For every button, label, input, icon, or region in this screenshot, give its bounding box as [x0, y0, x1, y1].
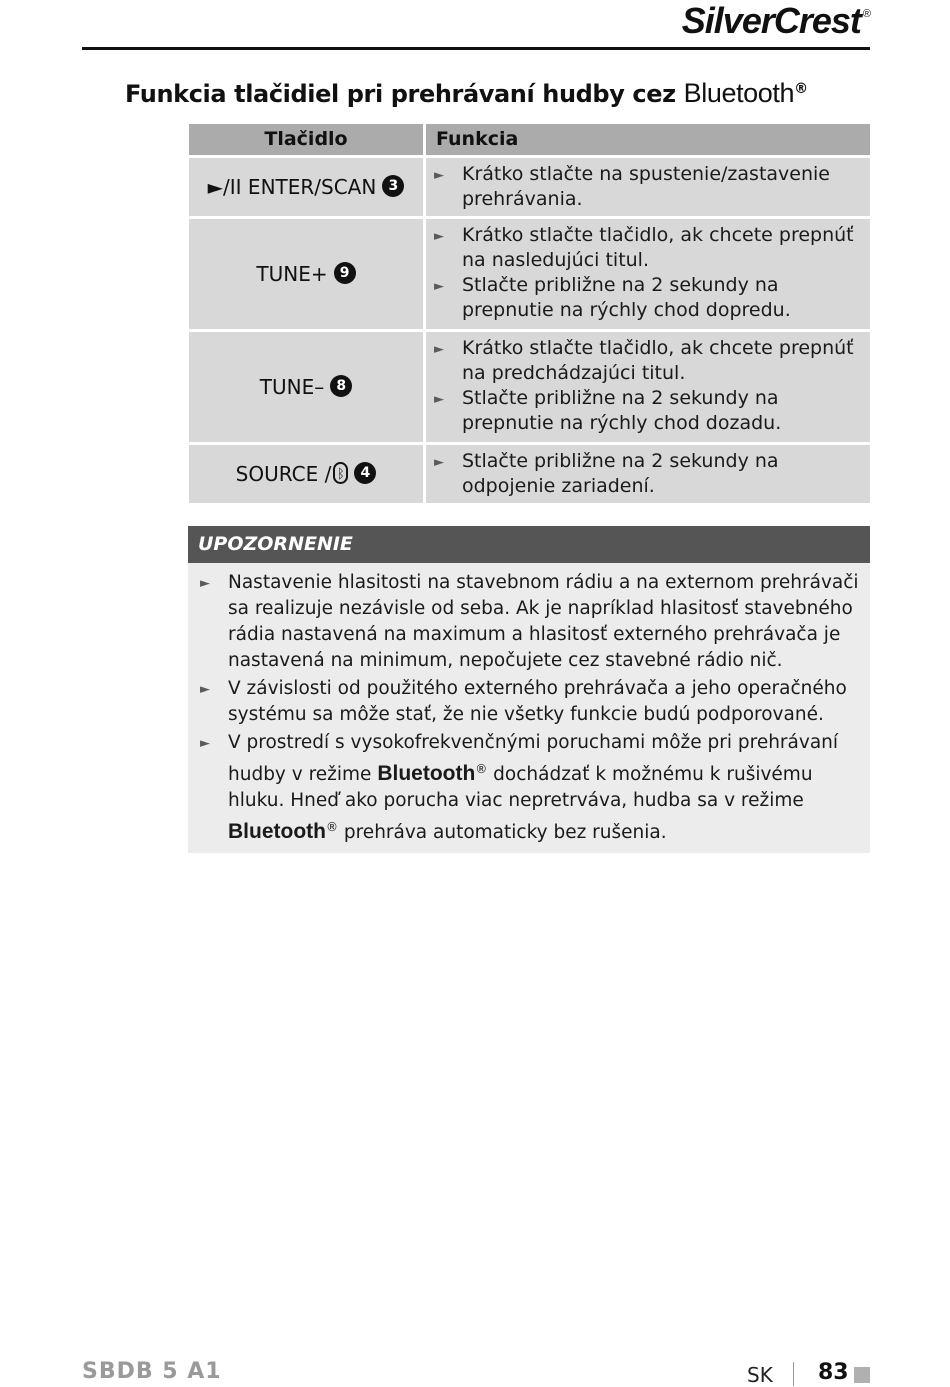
button-label: TUNE+: [256, 261, 328, 286]
header-rule: [82, 47, 870, 50]
note-text-part: V prostredí s vysokofrekvenčnými poruchami môže pri prehrávaní hudby v režime: [228, 732, 839, 786]
button-label: SOURCE /: [235, 461, 332, 486]
note-text-part: dochádzať k možnému k rušivému hluku. Hneď ako porucha viac nepretrváva, hudba sa v režime: [228, 764, 813, 812]
brand-registered-mark: ®: [862, 8, 870, 20]
section-title-reg: ®: [794, 81, 808, 97]
item-number-badge: 9: [334, 262, 356, 284]
bullet-arrow-icon: ►: [200, 576, 210, 591]
note-text: V závislosti od použitého externého prehrávača a jeho operačného systému sa môže stať, že nie všetky funkcie budú podporované.: [228, 678, 847, 725]
bullet-arrow-icon: ►: [434, 342, 444, 357]
item-number-badge: 8: [330, 375, 352, 397]
section-title-bluetooth: Bluetooth: [683, 78, 795, 108]
brand-name: SilverCrest: [681, 0, 861, 41]
button-cell: [189, 219, 426, 332]
note-text: Nastavenie hlasitosti na stavebnom rádiu a na externom prehrávači sa realizuje nezávisle od seba. Ak je napríklad hlasitosť stavebného rádia nastavená na maximum a hlasitosť externého prehrávača je nastavená na minimum, nepočujete cez stavebné rádio nič.: [228, 572, 859, 671]
item-number-badge: 4: [354, 462, 376, 484]
bullet-arrow-icon: ►: [200, 736, 210, 751]
footer-divider: [793, 1362, 794, 1386]
function-cell: [426, 219, 870, 332]
bullet-arrow-icon: ►: [434, 279, 444, 294]
note-item: [200, 730, 860, 846]
note-item: [200, 676, 860, 728]
section-title-text: Funkcia tlačidiel pri prehrávaní hudby cez: [125, 80, 684, 108]
function-text: Krátko stlačte na spustenie/zastavenie prehrávania.: [462, 163, 830, 210]
button-label: TUNE–: [259, 374, 325, 399]
table-header-row: [189, 124, 870, 158]
note-text: [228, 730, 860, 846]
function-text: Krátko stlačte tlačidlo, ak chcete prepnúť na predchádzajúci titul.: [462, 337, 854, 384]
note-item: [200, 570, 860, 674]
function-text: Stlačte približne na 2 sekundy na prepnutie na rýchly chod dopredu.: [462, 274, 791, 321]
footer-square-icon: [854, 1367, 870, 1383]
function-item: [434, 162, 858, 212]
header-button: Tlačidlo: [189, 124, 426, 158]
footer-page-number: 83: [818, 1360, 849, 1385]
function-text: Stlačte približne na 2 sekundy na prepnutie na rýchly chod dozadu.: [462, 387, 782, 434]
bullet-arrow-icon: ►: [434, 392, 444, 407]
function-item: [434, 449, 858, 499]
function-cell: [426, 445, 870, 506]
note-text-part: prehráva automaticky bez rušenia.: [337, 822, 667, 844]
function-cell: [426, 158, 870, 219]
function-item: [434, 336, 858, 386]
bullet-arrow-icon: ►: [434, 168, 444, 183]
function-text: Krátko stlačte tlačidlo, ak chcete prepnúť na nasledujúci titul.: [462, 224, 854, 271]
table-row: [189, 158, 870, 219]
note-heading: UPOZORNENIE: [188, 526, 870, 563]
bullet-arrow-icon: ►: [434, 229, 444, 244]
bluetooth-icon: ᛒ: [333, 462, 348, 484]
button-cell: [189, 445, 426, 506]
item-number-badge: 3: [382, 175, 404, 197]
brand-logo: [682, 0, 870, 42]
function-cell: [426, 332, 870, 445]
note-box: [188, 526, 870, 853]
section-title: [125, 78, 808, 109]
note-reg-mark: ®: [325, 820, 338, 835]
note-body: [188, 563, 870, 853]
table-row: [189, 445, 870, 506]
table-row: [189, 332, 870, 445]
function-item: [434, 273, 858, 323]
button-cell: [189, 158, 426, 219]
function-item: [434, 386, 858, 436]
button-label: ►/II ENTER/SCAN: [207, 174, 377, 199]
function-item: [434, 223, 858, 273]
note-bluetooth-word: Bluetooth: [228, 820, 326, 844]
button-function-table: [189, 124, 870, 506]
button-cell: [189, 332, 426, 445]
bullet-arrow-icon: ►: [434, 455, 444, 470]
footer-language: SK: [747, 1363, 773, 1387]
note-reg-mark: ®: [475, 762, 488, 776]
header-function: Funkcia: [426, 124, 870, 158]
footer-model: SBDB 5 A1: [82, 1359, 222, 1384]
function-text: Stlačte približne na 2 sekundy na odpojenie zariadení.: [462, 450, 779, 497]
table-row: [189, 219, 870, 332]
bullet-arrow-icon: ►: [200, 682, 210, 697]
note-bluetooth-word: Bluetooth: [377, 762, 476, 786]
